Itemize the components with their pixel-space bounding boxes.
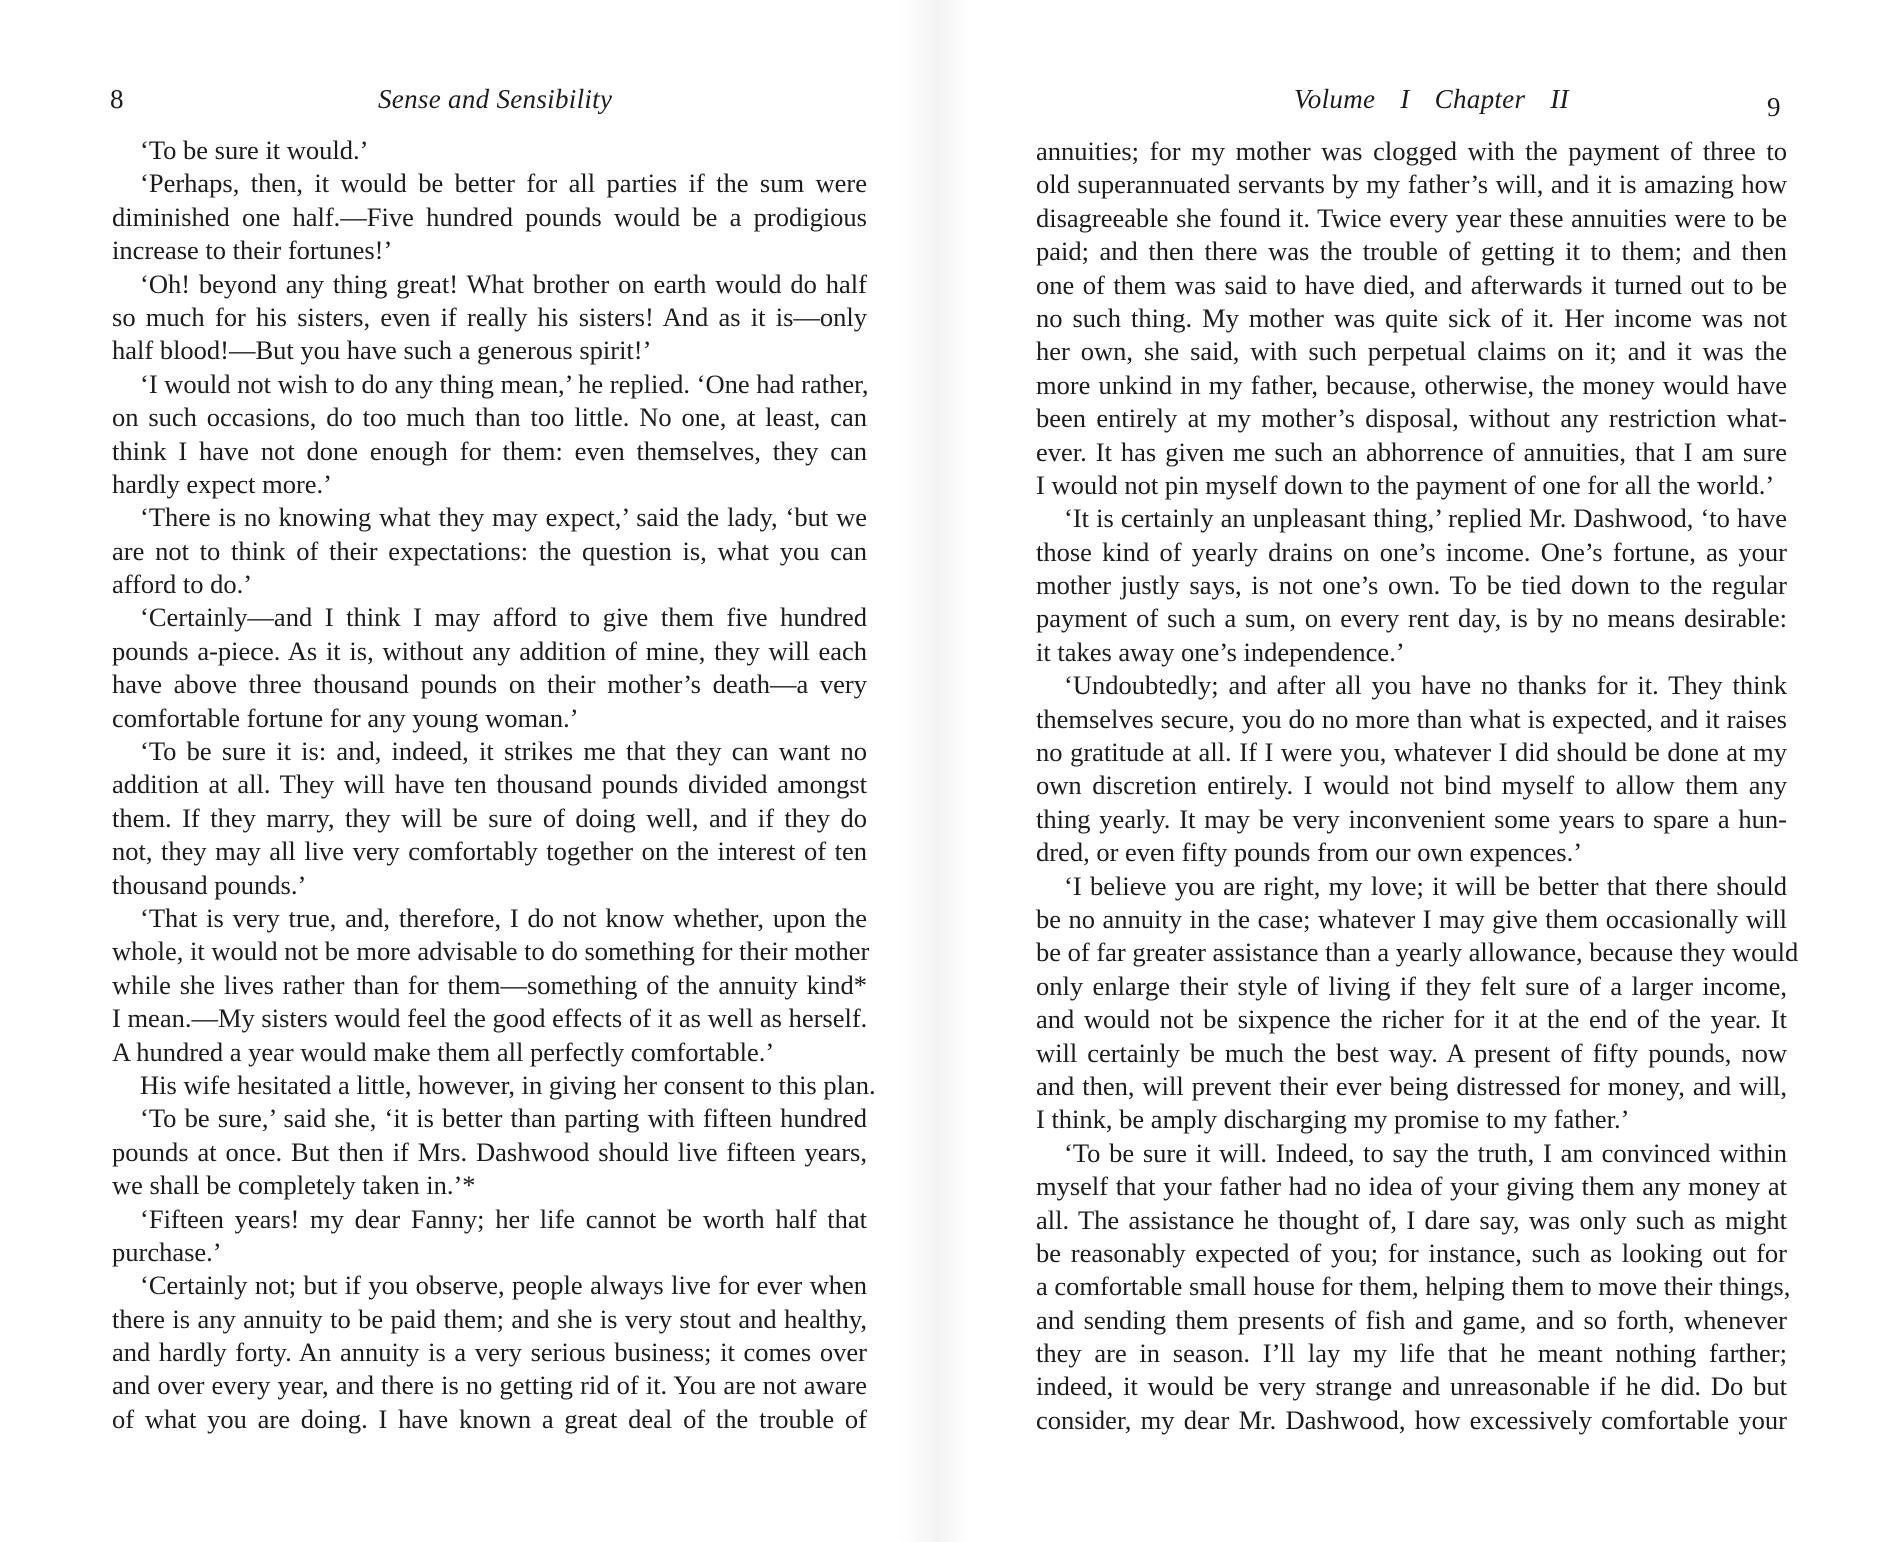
body-text — [1036, 135, 1799, 1437]
text-line: no gratitude at all. If I were you, whatever I did should be done at my — [1036, 737, 1787, 768]
text-line: ‘I believe you are right, my love; it will be better that there should — [1064, 870, 1787, 901]
page-number: 8 — [110, 84, 124, 114]
text-line: ‘Oh! beyond any thing great! What brother on earth would do half — [140, 268, 867, 299]
text-line: A hundred a year would make them all perfectly comfortable.’ — [112, 1036, 775, 1067]
text-line: are not to think of their expectations: the question is, what you can — [112, 535, 867, 566]
text-line: ‘To be sure it would.’ — [140, 135, 369, 165]
text-line: only enlarge their style of living if they felt sure of a larger income, — [1036, 970, 1787, 1001]
text-line: a comfortable small house for them, helping them to move their things, — [1036, 1271, 1791, 1302]
text-line: payment of such a sum, on every rent day, is by no means desirable: — [1036, 603, 1787, 634]
text-line: more unkind in my father, because, otherwise, the money would have — [1036, 369, 1787, 400]
text-line: ‘Certainly not; but if you observe, people always live for ever when — [140, 1270, 867, 1301]
text-line: be of far greater assistance than a yearly allowance, because they would — [1036, 937, 1799, 968]
left-page — [0, 0, 900, 1542]
text-line: ‘Perhaps, then, it would be better for all parties if the sum were — [140, 168, 867, 199]
text-line: I mean.—My sisters would feel the good effects of it as well as herself. — [112, 1003, 868, 1034]
text-line: them. If they marry, they will be sure of doing well, and if they do — [112, 802, 867, 833]
book-gutter — [900, 0, 968, 1542]
text-line: all. The assistance he thought of, I dare say, was only such as might — [1036, 1204, 1787, 1235]
text-line: no such thing. My mother was quite sick of it. Her income was not — [1036, 302, 1787, 333]
text-line: thing yearly. It may be very inconvenient some years to spare a hun- — [1036, 803, 1787, 834]
text-line: increase to their fortunes!’ — [112, 235, 393, 266]
text-line: it takes away one’s independence.’ — [1036, 636, 1405, 667]
text-line: diminished one half.—Five hundred pounds would be a prodigious — [112, 201, 867, 232]
text-line: old superannuated servants by my father’s will, and it is amazing how — [1036, 169, 1787, 200]
text-line: her own, she said, with such perpetual claims on it; and it was the — [1036, 336, 1787, 367]
text-line: I think, be amply discharging my promise to my father.’ — [1036, 1104, 1630, 1135]
text-line: ‘It is certainly an unpleasant thing,’ replied Mr. Dashwood, ‘to have — [1064, 503, 1787, 534]
text-line: will certainly be much the best way. A present of fifty pounds, now — [1036, 1037, 1787, 1068]
text-line: there is any annuity to be paid them; and she is very stout and healthy, — [112, 1303, 867, 1334]
text-line: paid; and then there was the trouble of getting it to them; and then — [1036, 236, 1787, 267]
text-line: be reasonably expected of you; for instance, such as looking out for — [1036, 1237, 1787, 1268]
text-line: and hardly forty. An annuity is a very serious business; it comes over — [112, 1337, 867, 1368]
text-line: ‘To be sure it will. Indeed, to say the truth, I am convinced within — [1064, 1137, 1787, 1168]
text-line: they are in season. I’ll lay my life that he meant nothing farther; — [1036, 1338, 1787, 1369]
running-head: Sense and Sensibility — [378, 84, 613, 114]
text-line: ‘To be sure it is: and, indeed, it strikes me that they can want no — [140, 736, 867, 767]
text-line: and then, will prevent their ever being distressed for money, and will, — [1036, 1070, 1787, 1101]
body-text — [112, 134, 876, 1436]
text-line: one of them was said to have died, and afterwards it turned out to be — [1036, 269, 1787, 300]
text-line: and would not be sixpence the richer for it at the end of the year. It — [1036, 1004, 1787, 1035]
text-line: think I have not done enough for them: even themselves, they can — [112, 435, 867, 466]
text-line: hardly expect more.’ — [112, 468, 332, 499]
text-line: ‘To be sure,’ said she, ‘it is better than parting with fifteen hundred — [140, 1103, 867, 1134]
text-line: His wife hesitated a little, however, in giving her consent to this plan. — [140, 1069, 876, 1100]
text-line: consider, my dear Mr. Dashwood, how excessively comfortable your — [1036, 1404, 1787, 1435]
running-head: Volume I Chapter II — [1294, 84, 1569, 114]
text-line: ‘Fifteen years! my dear Fanny; her life cannot be worth half that — [140, 1203, 867, 1234]
text-line: and over every year, and there is no getting rid of it. You are not aware — [112, 1370, 867, 1401]
text-line: thousand pounds.’ — [112, 869, 307, 900]
text-line: comfortable fortune for any young woman.’ — [112, 702, 579, 733]
text-line: ever. It has given me such an abhorrence of annuities, that I am sure — [1036, 436, 1787, 467]
text-line: ‘There is no knowing what they may expect,’ said the lady, ‘but we — [140, 502, 867, 533]
text-line: on such occasions, do too much than too little. No one, at least, can — [112, 402, 867, 433]
text-line: so much for his sisters, even if really his sisters! And as it is—only — [112, 301, 867, 332]
text-line: themselves secure, you do no more than what is expected, and it raises — [1036, 703, 1787, 734]
text-line: indeed, it would be very strange and unreasonable if he did. Do but — [1036, 1371, 1787, 1402]
text-line: be no annuity in the case; whatever I may give them occasionally will — [1036, 903, 1787, 934]
text-line: we shall be completely taken in.’* — [112, 1170, 476, 1201]
text-line: I would not pin myself down to the payment of one for all the world.’ — [1036, 469, 1775, 500]
text-line: and sending them presents of fish and game, and so forth, whenever — [1036, 1304, 1787, 1335]
text-line: half blood!—But you have such a generous spirit!’ — [112, 335, 652, 366]
text-line: own discretion entirely. I would not bind myself to allow them any — [1036, 770, 1787, 801]
right-page — [968, 0, 1904, 1542]
text-line: not, they may all live very comfortably together on the interest of ten — [112, 836, 867, 867]
text-line: afford to do.’ — [112, 569, 253, 600]
text-line: pounds a-piece. As it is, without any addition of mine, they will each — [112, 635, 867, 666]
text-line: annuities; for my mother was clogged with the payment of three to — [1036, 136, 1787, 166]
text-line: myself that your father had no idea of your giving them any money at — [1036, 1171, 1787, 1202]
text-line: ‘Undoubtedly; and after all you have no thanks for it. They think — [1064, 670, 1787, 701]
text-line: those kind of yearly drains on one’s income. One’s fortune, as your — [1036, 536, 1787, 567]
text-line: been entirely at my mother’s disposal, without any restriction what- — [1036, 403, 1787, 434]
text-line: ‘That is very true, and, therefore, I do not know whether, upon the — [140, 902, 867, 933]
text-line: of what you are doing. I have known a great deal of the trouble of — [112, 1403, 867, 1434]
text-line: whole, it would not be more advisable to do something for their mother — [112, 936, 870, 967]
text-line: have above three thousand pounds on their mother’s death—a very — [112, 669, 867, 700]
text-line: disagreeable she found it. Twice every year these annuities were to be — [1036, 202, 1787, 233]
text-line: dred, or even fifty pounds from our own expences.’ — [1036, 837, 1583, 868]
text-line: while she lives rather than for them—something of the annuity kind* — [112, 969, 867, 1000]
page-number: 9 — [1767, 92, 1781, 122]
text-line: purchase.’ — [112, 1236, 222, 1267]
text-line: addition at all. They will have ten thousand pounds divided amongst — [112, 769, 867, 800]
text-line: ‘I would not wish to do any thing mean,’ he replied. ‘One had rather, — [140, 368, 869, 399]
text-line: pounds at once. But then if Mrs. Dashwood should live fifteen years, — [112, 1136, 867, 1167]
text-line: mother justly says, is not one’s own. To be tied down to the regular — [1036, 570, 1787, 601]
text-line: ‘Certainly—and I think I may afford to give them five hundred — [140, 602, 867, 633]
